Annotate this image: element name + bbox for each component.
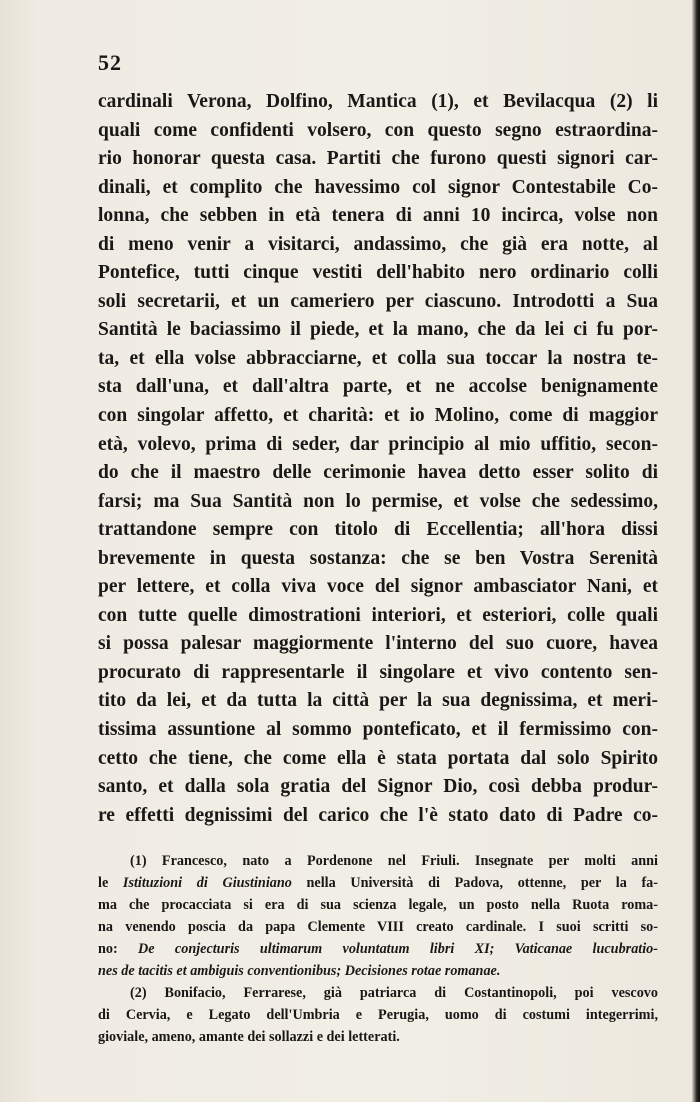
footnote-2 [98, 982, 658, 1048]
text-line: ta, et ella volse abbracciarne, et colla sua toccar la nostra te- [98, 347, 658, 369]
footnote-line: (1) Francesco, nato a Pordenone nel Friuli. Insegnate per molti anni [130, 853, 658, 869]
text-line: per lettere, et colla viva voce del signor ambasciator Nani, et [98, 576, 658, 598]
text-line: brevemente in questa sostanza: che se ben Vostra Serenità [98, 547, 658, 569]
text-line: tito da lei, et da tutta la città per la sua degnissima, et meri- [98, 690, 658, 712]
footnote-line [98, 960, 658, 982]
footnote-line: di Cervia, e Legato dell'Umbria e Perugia, uomo di costumi integerrimi, [98, 1007, 658, 1024]
text-line: sta dall'una, et dall'altra parte, et ne accolse benignamente [98, 376, 658, 398]
text-line: Pontefice, tutti cinque vestiti dell'habito nero ordinario colli [98, 262, 658, 284]
footnotes [98, 850, 658, 1048]
text-line: tissima assuntione al sommo ponteficato, et il fermissimo con- [98, 719, 658, 741]
footnote-1 [98, 850, 658, 982]
text-line: con singolar affetto, et charità: et io Molino, come di maggior [98, 405, 658, 427]
footnote-text: le [98, 875, 123, 892]
main-text-block [98, 88, 658, 830]
footnote-line: (2) Bonifacio, Ferrarese, già patriarca di Costantinopoli, poi vescovo [130, 985, 658, 1002]
text-line: soli secretarii, et un cameriero per ciascuno. Introdotti a Sua [98, 290, 658, 312]
footnote-line [98, 872, 658, 894]
page-edge-shadow [692, 0, 700, 1102]
cited-work-title: Istituzioni di Giustiniano [122, 875, 292, 892]
text-line: cardinali Verona, Dolfino, Mantica (1), et Bevilacqua (2) li [98, 91, 658, 112]
cited-work-title: De conjecturis ultimarum voluntatum libri XI; Vaticanae lucubratio- [138, 941, 658, 958]
text-line: dinali, et complito che havessimo col signor Contestabile Co- [98, 176, 658, 198]
text-line: età, volevo, prima di seder, dar principio al mio uffitio, secon- [98, 433, 658, 455]
text-line: santo, et dalla sola gratia del Signor Dio, così debba produr- [98, 776, 658, 798]
footnote-text: no: [98, 941, 139, 958]
text-line: lonna, che sebben in età tenera di anni 10 incirca, volse non [98, 205, 658, 227]
footnote-line [98, 938, 658, 960]
text-line: con tutte quelle dimostrationi interiori, et esteriori, colle quali [98, 604, 658, 626]
text-line: re effetti degnissimi del carico che l'è stato dato di Padre co- [98, 804, 658, 826]
text-line: si possa palesar maggiormente l'interno del suo cuore, havea [98, 633, 658, 655]
text-line: quali come confidenti volsero, con questo segno estraordina- [98, 119, 658, 141]
text-line: Santità le baciassimo il piede, et la mano, che da lei ci fu por- [98, 319, 658, 341]
text-line: trattandone sempre con titolo di Eccellentia; all'hora dissi [98, 519, 658, 541]
text-line: do che il maestro delle cerimonie havea detto esser solito di [98, 462, 658, 484]
page-number: 52 [98, 50, 122, 75]
footnote-line: gioviale, ameno, amante dei sollazzi e dei letterati. [98, 1029, 400, 1046]
cited-work-title: nes de tacitis et ambiguis conventionibus; Decisiones rotae romanae. [98, 963, 501, 980]
text-line: rio honorar questa casa. Partiti che furono questi signori car- [98, 148, 658, 170]
footnote-line: na venendo poscia da papa Clemente VIII creato cardinale. I suoi scritti so- [98, 919, 658, 936]
footnote-text: nella Università di Padova, ottenne, per la fa- [291, 875, 659, 892]
text-line: di meno venir a visitarci, andassimo, che già era notte, al [98, 233, 658, 255]
text-line: cetto che tiene, che come ella è stata portata dal solo Spirito [98, 747, 658, 769]
text-line: procurato di rappresentarle il singolare et vivo contento sen- [98, 661, 658, 683]
footnote-line: ma che procacciata si era di sua scienza legale, un posto nella Ruota roma- [98, 897, 658, 914]
text-line: farsi; ma Sua Santità non lo permise, et volse che sedessimo, [98, 490, 658, 512]
